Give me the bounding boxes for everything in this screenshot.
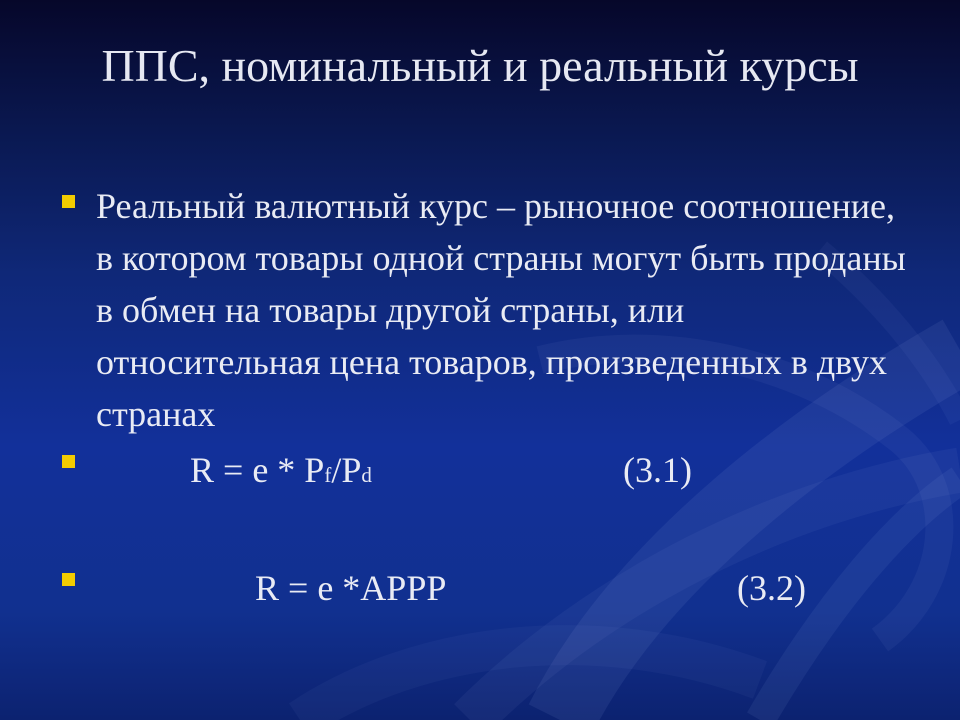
formula-3-2: R = e *APPP xyxy=(255,568,447,608)
formula-3-1-subscript-d: d xyxy=(361,463,372,487)
formula-3-1 xyxy=(190,448,372,497)
equation-number-3-1: (3.1) xyxy=(623,450,692,490)
bullet-square-icon xyxy=(62,195,75,208)
definition-text: Реальный валютный курс – рыночное соотношение, в котором товары одной страны могут быть проданы в обмен на товары другой страны, или относительная цена товаров, произведенных в двух странах xyxy=(96,186,906,434)
equation-number-3-2: (3.2) xyxy=(737,568,806,608)
bullet-square-icon xyxy=(62,573,75,586)
slide-title: ППС, номинальный и реальный курсы xyxy=(101,40,859,91)
formula-3-1-slash: /P xyxy=(331,450,362,490)
formula-3-1-lead: R = e * P xyxy=(190,450,325,490)
formula-3-1-subscript-f: f xyxy=(324,463,332,487)
bullet-square-icon xyxy=(62,455,75,468)
